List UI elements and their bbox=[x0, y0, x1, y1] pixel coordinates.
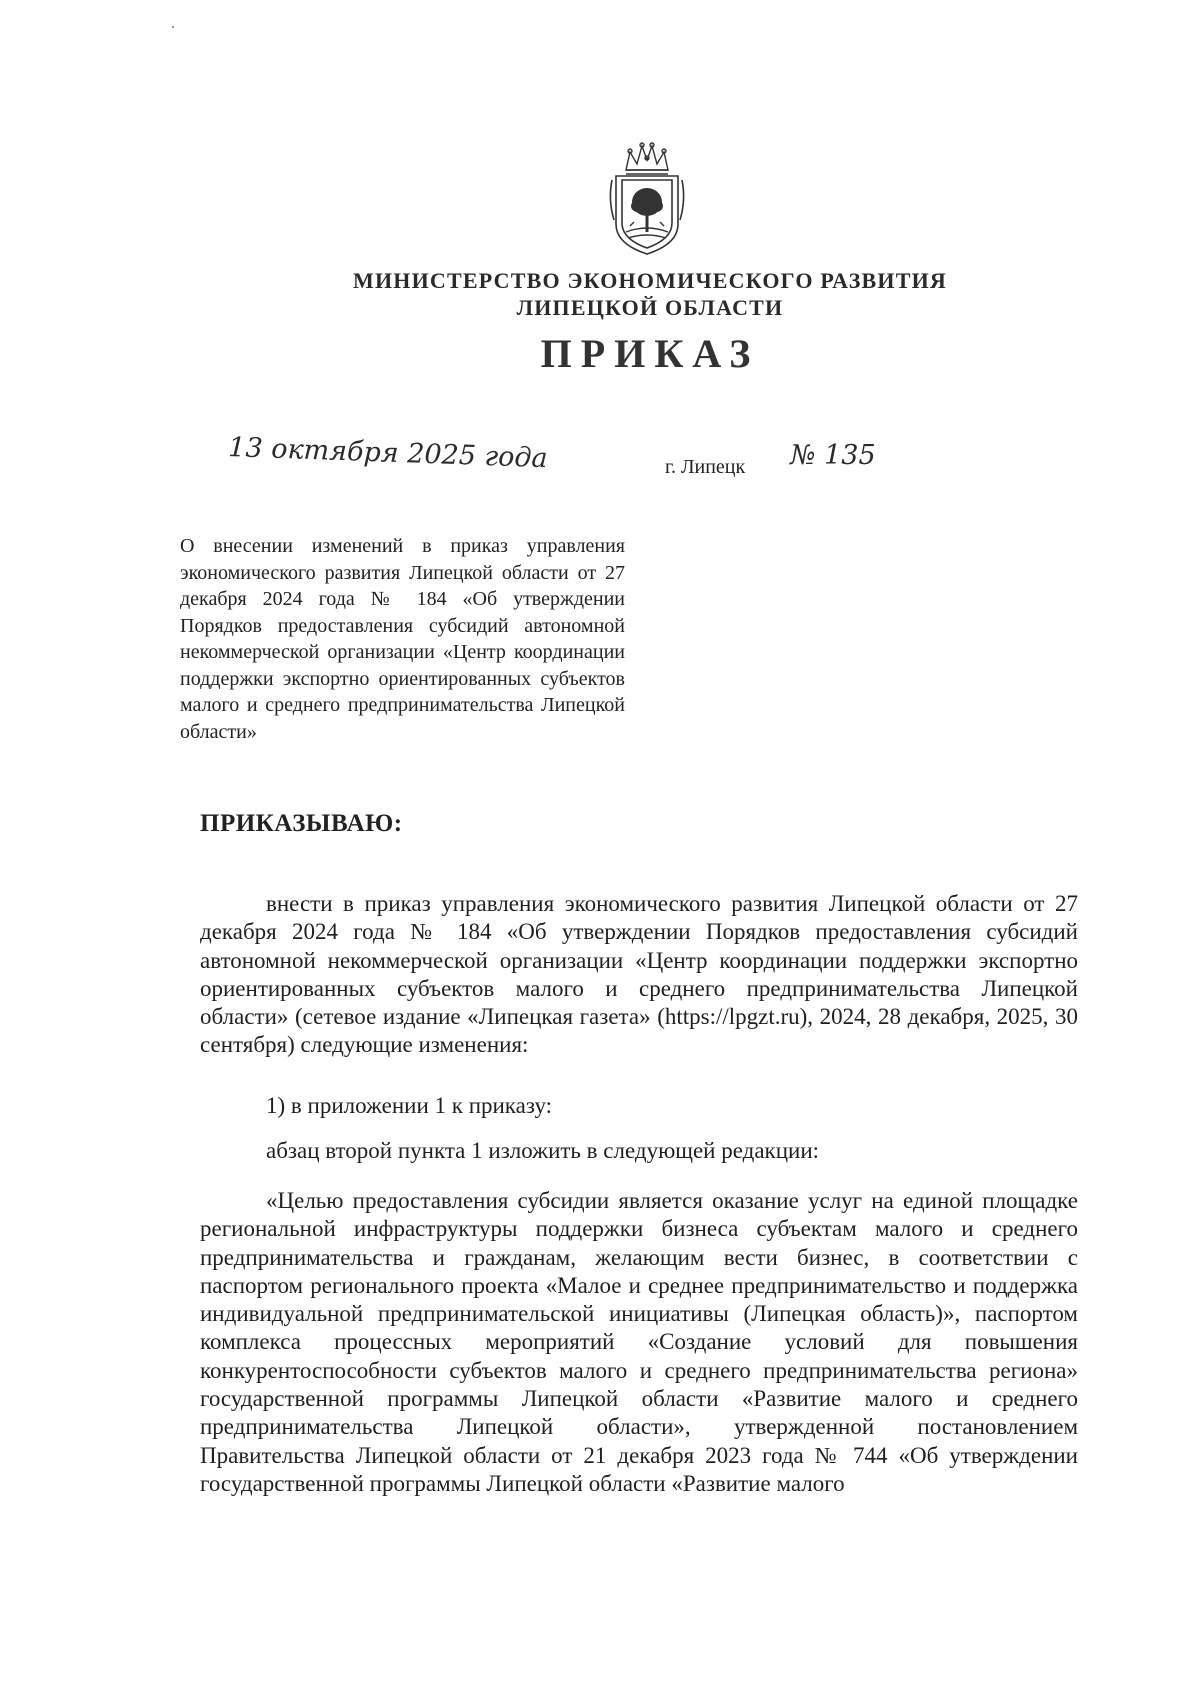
order-directive: ПРИКАЗЫВАЮ: bbox=[200, 810, 403, 837]
paragraph-text: «Целью предоставления субсидии является оказание услуг на единой площадке региональной инфраструктуры поддержки бизнеса субъектам малого и среднего предпринимательства и гражданам, желающим вести бизнес, в соответствии с паспортом регионального проекта «Малое и среднее предпринимательство и поддержка индивидуальной предпринимательской инициативы (Липецкая область)», паспортом комплекса процессных мероприятий «Создание условий для повышения конкурентоспособности субъектов малого и среднего предпринимательства региона» государственной программы Липецкой области «Развитие малого и среднего предпринимательства Липецкой области», утвержденной постановлением Правительства Липецкой области от 21 декабря 2023 года № 744 «Об утверждении государственной программы Липецкой области «Развитие малого bbox=[200, 1188, 1078, 1496]
handwritten-order-number: № 135 bbox=[790, 440, 876, 471]
body-paragraph bbox=[200, 1092, 1078, 1120]
document-type-title: ПРИКАЗ bbox=[540, 331, 760, 376]
handwritten-date: 13 октября 2025 года bbox=[227, 432, 549, 475]
city-label: г. Липецк bbox=[665, 456, 746, 478]
paragraph-text: внести в приказ управления экономического развития Липецкой области от 27 декабря 2024 года № 184 «Об утверждении Порядков предоставления субсидий автономной некоммерческой организации «Центр координации поддержки экспортно ориентированных субъектов малого и среднего предпринимательства Липецкой области» (сетевое издание «Липецкая газета» (https://lpgzt.ru), 2024, 28 декабря, 2025, 30 сентября) следующие изменения: bbox=[200, 891, 1078, 1058]
coat-of-arms-icon bbox=[606, 140, 688, 258]
scan-speck bbox=[172, 26, 174, 28]
paragraph-text: абзац второй пункта 1 изложить в следующей редакции: bbox=[266, 1138, 820, 1163]
order-subject: О внесении изменений в приказ управления экономического развития Липецкой области от 27 декабря 2024 года № 184 «Об утверждении Порядков предоставления субсидий автономной некоммерческой организации «Центр координации поддержки экспортно ориентированных субъектов малого и среднего предпринимательства Липецкой области» bbox=[180, 535, 625, 743]
ministry-name-line2: ЛИПЕЦКОЙ ОБЛАСТИ bbox=[516, 295, 784, 320]
paragraph-text: 1) в приложении 1 к приказу: bbox=[266, 1093, 553, 1118]
body-paragraph bbox=[200, 1137, 1078, 1165]
body-paragraph bbox=[200, 890, 1078, 1060]
body-paragraph bbox=[200, 1187, 1078, 1498]
ministry-name-line1: МИНИСТЕРСТВО ЭКОНОМИЧЕСКОГО РАЗВИТИЯ bbox=[353, 268, 947, 293]
